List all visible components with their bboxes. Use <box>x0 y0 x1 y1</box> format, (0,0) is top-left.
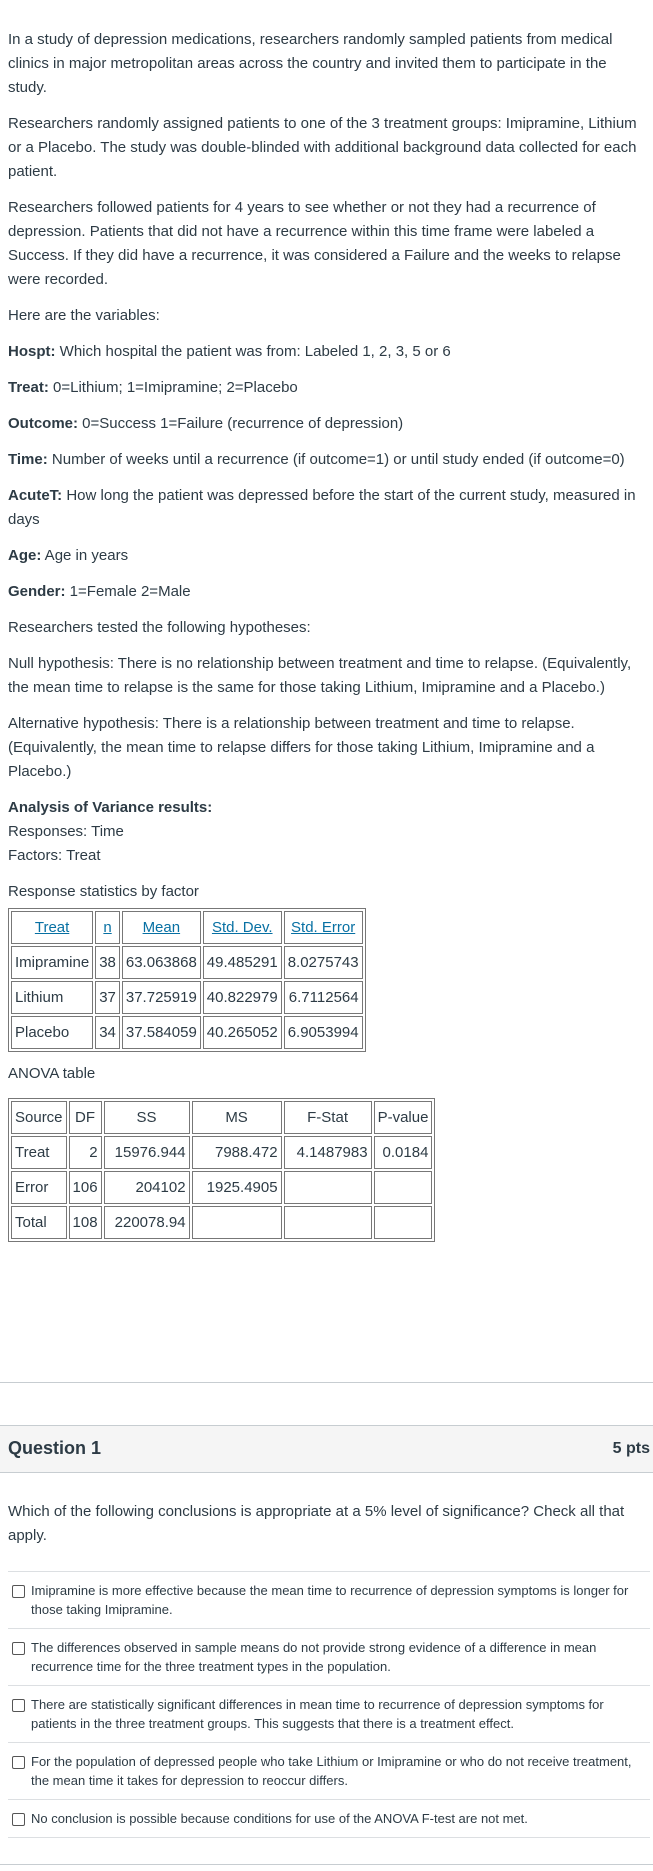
variable-time: Time: Number of weeks until a recurrence (if outcome=1) or until study ended (if outcome=0) <box>8 451 625 468</box>
question-header <box>0 1425 653 1473</box>
table-cell <box>284 1206 372 1239</box>
variables-intro: Here are the variables: <box>8 307 160 324</box>
study-description <box>8 28 648 1242</box>
answer-label: The differences observed in sample means do not provide strong evidence of a difference in mean recurrence time for the three treatment types in the population. <box>31 1640 597 1674</box>
hypotheses-intro: Researchers tested the following hypotheses: <box>8 619 311 636</box>
table-cell <box>374 1206 433 1239</box>
bottom-divider <box>0 1864 653 1865</box>
column-header: P-value <box>374 1101 433 1134</box>
answer-label: For the population of depressed people who take Lithium or Imipramine or who do not receive treatment, the mean time it takes for depression to reoccur differs. <box>31 1754 632 1788</box>
answer-checkbox[interactable] <box>12 1756 25 1769</box>
table-row <box>11 981 363 1014</box>
responses-label: Responses: Time <box>8 823 124 840</box>
variable-acutet: AcuteT: How long the patient was depressed before the start of the current study, measured in days <box>8 487 636 528</box>
alternative-hypothesis: Alternative hypothesis: There is a relationship between treatment and time to relapse. (Equivalently, the mean time to relapse differs for those taking Lithium, Imipramine and a Placebo.) <box>8 715 595 780</box>
answer-checkbox[interactable] <box>12 1699 25 1712</box>
table-cell: 8.0275743 <box>284 946 363 979</box>
variable-gender: Gender: 1=Female 2=Male <box>8 583 191 600</box>
column-header: MS <box>192 1101 282 1134</box>
question-points: 5 pts <box>612 1440 650 1457</box>
table-cell: 0.0184 <box>374 1136 433 1169</box>
table-cell: 6.7112564 <box>284 981 363 1014</box>
table-cell: 108 <box>69 1206 102 1239</box>
question-title: Question 1 <box>8 1438 102 1458</box>
table-cell: Error <box>11 1171 67 1204</box>
table-cell: Imipramine <box>11 946 93 979</box>
column-header: Source <box>11 1101 67 1134</box>
variable-treat: Treat: 0=Lithium; 1=Imipramine; 2=Placebo <box>8 379 298 396</box>
table-header-row <box>11 1101 432 1134</box>
table-cell: 4.1487983 <box>284 1136 372 1169</box>
table-cell: Placebo <box>11 1016 93 1049</box>
table-cell: 15976.944 <box>104 1136 190 1169</box>
variable-hospt: Hospt: Which hospital the patient was from: Labeled 1, 2, 3, 5 or 6 <box>8 343 451 360</box>
table-cell: 2 <box>69 1136 102 1169</box>
answer-option-3[interactable] <box>8 1685 650 1742</box>
answer-option-2[interactable] <box>8 1628 650 1685</box>
table-cell: 37 <box>95 981 120 1014</box>
intro-paragraph-3: Researchers followed patients for 4 years to see whether or not they had a recurrence of depression. Patients that did not have a recurrence within this time frame were labeled a Success. If they did have a recurrence, it was considered a Failure and the weeks to relapse were recorded. <box>8 199 621 288</box>
column-header[interactable]: Mean <box>122 911 201 944</box>
answer-label: No conclusion is possible because conditions for use of the ANOVA F-test are not met. <box>31 1811 528 1826</box>
factors-label: Factors: Treat <box>8 847 101 864</box>
column-header[interactable]: Std. Error <box>284 911 363 944</box>
table-cell: Treat <box>11 1136 67 1169</box>
table-cell: 204102 <box>104 1171 190 1204</box>
variable-outcome: Outcome: 0=Success 1=Failure (recurrence of depression) <box>8 415 404 432</box>
table-cell: Lithium <box>11 981 93 1014</box>
table-row <box>11 1136 432 1169</box>
table-header-row <box>11 911 363 944</box>
response-stats-label: Response statistics by factor <box>8 883 199 900</box>
table-row <box>11 1171 432 1204</box>
column-header: SS <box>104 1101 190 1134</box>
table-cell: 63.063868 <box>122 946 201 979</box>
null-hypothesis: Null hypothesis: There is no relationship between treatment and time to relapse. (Equivalently, the mean time to relapse is the same for those taking Lithium, Imipramine and a Placebo.) <box>8 655 632 696</box>
anova-table <box>8 1098 435 1242</box>
anova-table-label: ANOVA table <box>8 1065 96 1082</box>
column-header[interactable]: Std. Dev. <box>203 911 282 944</box>
table-cell: 49.485291 <box>203 946 282 979</box>
answer-option-4[interactable] <box>8 1742 650 1799</box>
table-cell: Total <box>11 1206 67 1239</box>
response-statistics-table <box>8 908 366 1052</box>
table-cell <box>192 1206 282 1239</box>
intro-paragraph-1: In a study of depression medications, researchers randomly sampled patients from medical clinics in major metropolitan areas across the country and invited them to participate in the study. <box>8 31 613 96</box>
answer-label: There are statistically significant differences in mean time to recurrence of depression symptoms for patients in the three treatment groups. This suggests that there is a treatment effect. <box>31 1697 604 1731</box>
column-header[interactable]: Treat <box>11 911 93 944</box>
table-row <box>11 1206 432 1239</box>
anova-results-title: Analysis of Variance results: <box>8 799 213 816</box>
question-text: Which of the following conclusions is appropriate at a 5% level of significance? Check all that apply. <box>8 1503 625 1544</box>
answer-checkbox[interactable] <box>12 1813 25 1826</box>
answer-checkbox[interactable] <box>12 1585 25 1598</box>
intro-paragraph-2: Researchers randomly assigned patients to one of the 3 treatment groups: Imipramine, Lithium or a Placebo. The study was double-blinded with additional background data collected for each patient. <box>8 115 637 180</box>
table-cell: 37.584059 <box>122 1016 201 1049</box>
answer-checkbox[interactable] <box>12 1642 25 1655</box>
answer-list <box>8 1571 650 1838</box>
table-row <box>11 1016 363 1049</box>
table-cell: 40.822979 <box>203 981 282 1014</box>
table-row <box>11 946 363 979</box>
table-cell: 34 <box>95 1016 120 1049</box>
table-cell: 220078.94 <box>104 1206 190 1239</box>
answer-option-1[interactable] <box>8 1571 650 1628</box>
answer-option-5[interactable] <box>8 1799 650 1838</box>
column-header: DF <box>69 1101 102 1134</box>
column-header[interactable]: n <box>95 911 120 944</box>
table-cell: 1925.4905 <box>192 1171 282 1204</box>
section-divider <box>0 1382 653 1383</box>
table-cell: 7988.472 <box>192 1136 282 1169</box>
table-cell: 38 <box>95 946 120 979</box>
table-cell: 6.9053994 <box>284 1016 363 1049</box>
table-cell: 40.265052 <box>203 1016 282 1049</box>
table-cell <box>284 1171 372 1204</box>
table-cell: 37.725919 <box>122 981 201 1014</box>
table-cell <box>374 1171 433 1204</box>
column-header: F-Stat <box>284 1101 372 1134</box>
variable-age: Age: Age in years <box>8 547 129 564</box>
table-cell: 106 <box>69 1171 102 1204</box>
answer-label: Imipramine is more effective because the mean time to recurrence of depression symptoms is longer for those taking Imipramine. <box>31 1583 629 1617</box>
